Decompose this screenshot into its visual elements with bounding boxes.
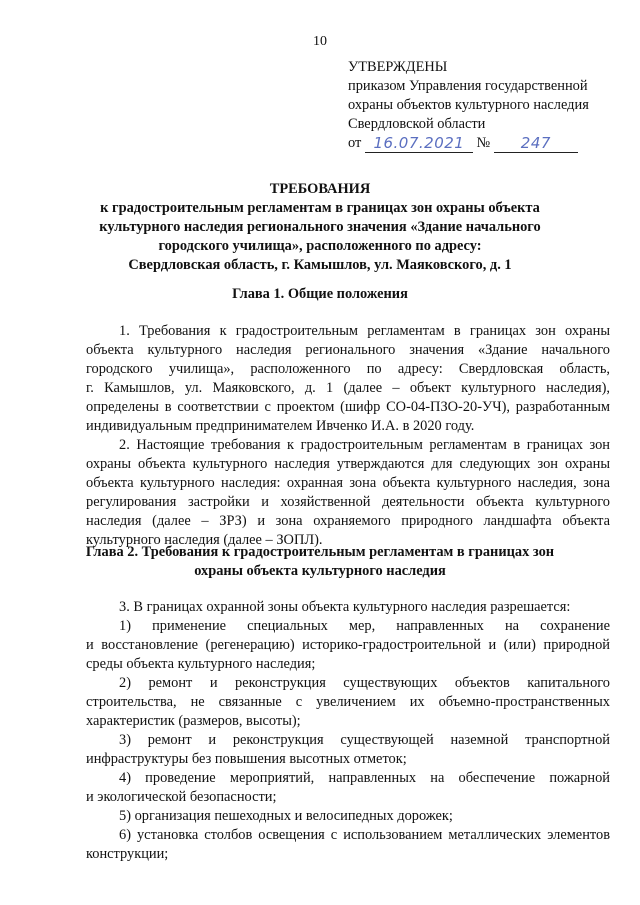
handwritten-number: 247	[494, 135, 578, 153]
text-line: среды объекта культурного наследия;	[86, 656, 316, 672]
date-prefix: от	[348, 135, 362, 151]
text-line: строительства, не связанные с увеличением их объемно-пространственных	[86, 694, 610, 710]
text-line: определены в соответствии с проектом (шифр СО-04-ПЗО-20-УЧ), разработанным	[86, 399, 610, 415]
title-line: ТРЕБОВАНИЯ	[269, 181, 371, 197]
list-item-6	[86, 826, 610, 864]
text-line: 2. Настоящие требования к градостроительным регламентам в границах зон	[119, 437, 610, 453]
text-line: 5) организация пешеходных и велосипедных дорожек;	[119, 808, 453, 824]
list-item-5	[86, 807, 610, 826]
text-line: 6) установка столбов освещения с использованием металлических элементов	[119, 827, 610, 843]
text-line: 2) ремонт и реконструкция существующих объектов капитального	[119, 675, 610, 691]
text-line: конструкции;	[86, 846, 169, 862]
text-line: 1) применение специальных мер, направленных на сохранение	[119, 618, 610, 634]
list-item-2	[86, 674, 610, 731]
approval-stamp	[348, 58, 628, 153]
paragraph-1	[86, 322, 610, 436]
text-line: городского училища», расположенного по адресу: Свердловская область,	[86, 361, 610, 377]
title-line: к градостроительным регламентам в границах зон охраны объекта	[100, 200, 540, 216]
text-line: и экологической безопасности;	[86, 789, 277, 805]
text-line: объекта культурного наследия регионального значения «Здание начального	[86, 342, 610, 358]
approval-line: приказом Управления государственной	[348, 78, 588, 94]
text-line: культурного наследия (далее – ЗОПЛ).	[86, 532, 323, 548]
chapter1-heading: Глава 1. Общие положения	[232, 286, 408, 302]
title-line: культурного наследия регионального значения «Здание начального	[99, 219, 541, 235]
title-line: городского училища», расположенного по адресу:	[158, 238, 482, 254]
text-line: охраны объекта культурного наследия утверждаются для следующих зон охраны	[86, 456, 610, 472]
list-item-1	[86, 617, 610, 674]
handwritten-date: 16.07.2021	[365, 135, 473, 153]
chapter2-heading	[60, 543, 580, 581]
document-title	[60, 180, 580, 275]
title-line: Свердловская область, г. Камышлов, ул. Маяковского, д. 1	[128, 257, 512, 273]
text-line: наследия (далее – ЗРЗ) и зона охраняемого природного ландшафта объекта	[86, 513, 610, 529]
paragraph-3	[86, 598, 610, 617]
approval-title: УТВЕРЖДЕНЫ	[348, 59, 448, 75]
list-item-3	[86, 731, 610, 769]
list-item-4	[86, 769, 610, 807]
paragraph-2	[86, 436, 610, 550]
page-number: 10	[313, 34, 327, 49]
text-line: 3) ремонт и реконструкция существующей наземной транспортной	[119, 732, 610, 748]
text-line: и восстановление (регенерацию) историко-градостроительной и (или) природной	[86, 637, 610, 653]
text-line: 4) проведение мероприятий, направленных на обеспечение пожарной	[119, 770, 610, 786]
approval-date-line	[348, 134, 628, 153]
approval-line: охраны объектов культурного наследия	[348, 97, 589, 113]
text-line: индивидуальным предпринимателем Ивченко И.А. в 2020 году.	[86, 418, 475, 434]
heading-line: охраны объекта культурного наследия	[194, 563, 446, 579]
approval-line: Свердловской области	[348, 116, 486, 132]
text-line: регулирования застройки и хозяйственной деятельности объекта культурного	[86, 494, 610, 510]
number-prefix: №	[476, 135, 491, 151]
text-line: объекта культурного наследия: охранная зона объекта культурного наследия, зона	[86, 475, 610, 491]
text-line: 3. В границах охранной зоны объекта культурного наследия разрешается:	[119, 599, 571, 615]
text-line: инфраструктуры без повышения высотных отметок;	[86, 751, 407, 767]
text-line: г. Камышлов, ул. Маяковского, д. 1 (далее – объект культурного наследия),	[86, 380, 610, 396]
text-line: 1. Требования к градостроительным регламентам в границах зон охраны	[119, 323, 610, 339]
text-line: характеристик (размеров, высоты);	[86, 713, 301, 729]
heading-line: Глава 2. Требования к градостроительным регламентам в границах зон	[85, 544, 555, 560]
